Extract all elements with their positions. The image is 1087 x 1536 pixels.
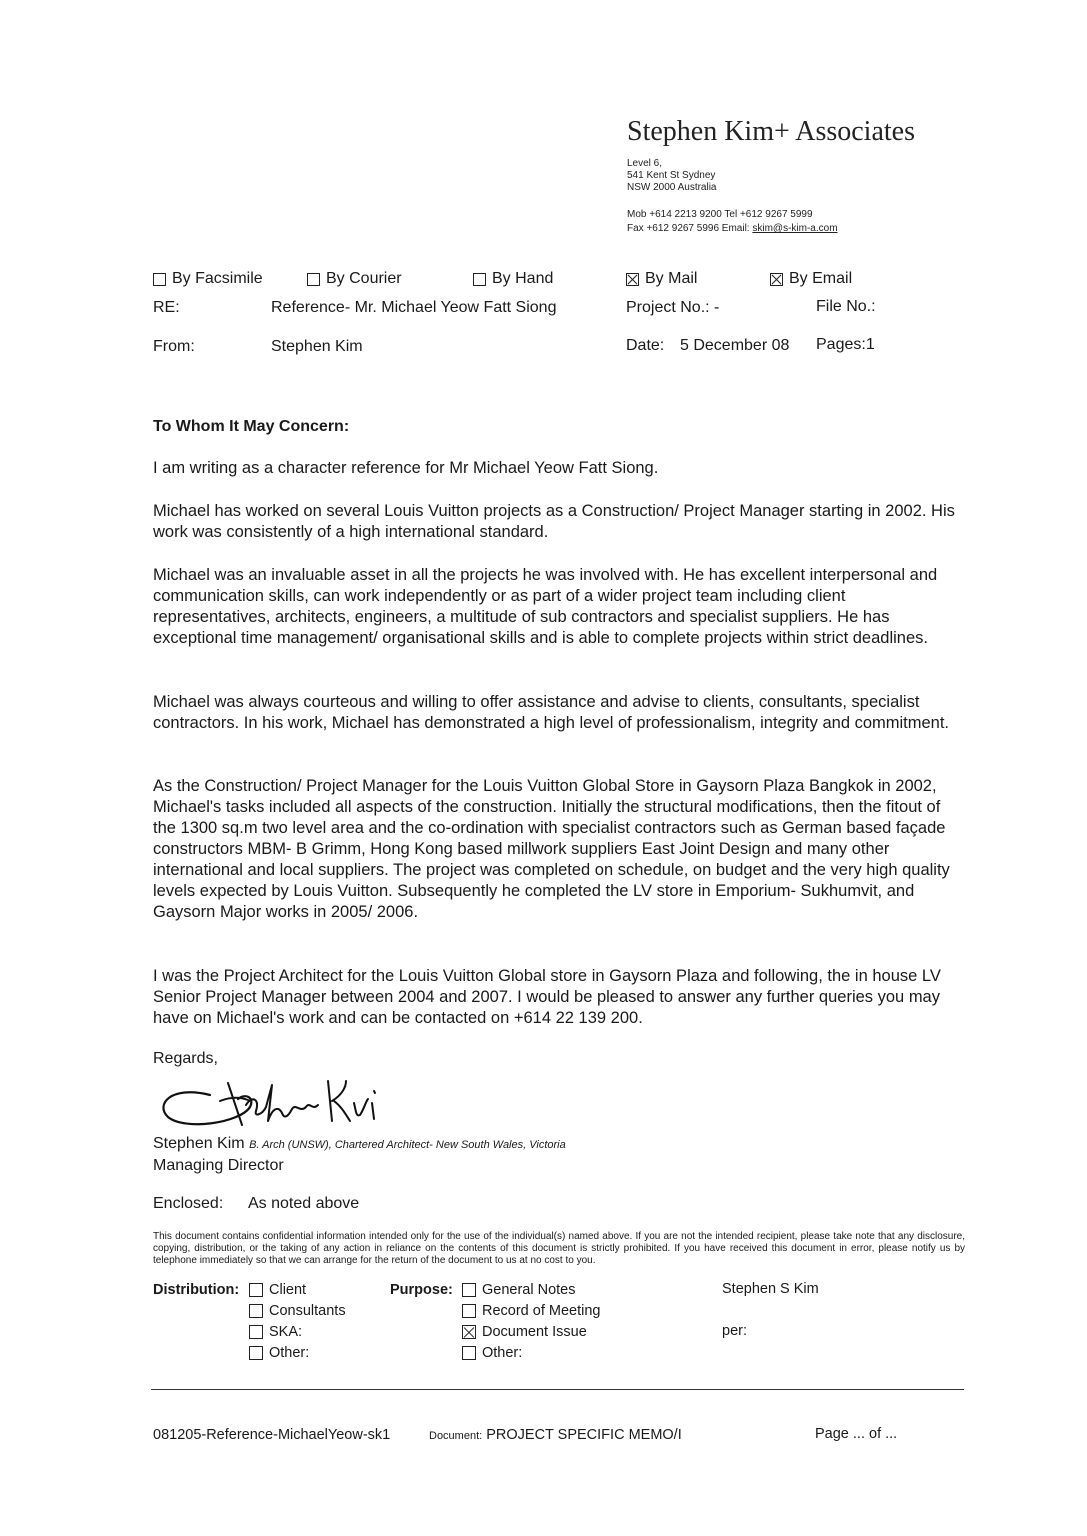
distribution-other-label: Other:: [269, 1345, 310, 1361]
purpose-general-notes[interactable]: [462, 1282, 576, 1298]
checkbox-hand[interactable]: [473, 273, 486, 286]
delivery-mail-label: By Mail: [645, 270, 698, 287]
signer-credentials: B. Arch (UNSW), Chartered Architect- New South Wales, Victoria: [249, 1139, 566, 1151]
confidentiality-disclaimer: This document contains confidential information intended only for the use of the individual(s) named above. If you are not the intended recipient, please take note that any disclosure, copying, distribution, or the taking of any action in reliance on the contents of this document is strictly prohibited. If you have received this document in error, please notify us by telephone immediately so that we can arrange for the return of the document to us at no cost to you.: [153, 1231, 965, 1266]
checkbox-facsimile[interactable]: [153, 273, 166, 286]
email-link[interactable]: skim@s-kim-a.com: [752, 223, 838, 234]
project-no: Project No.: -: [626, 299, 720, 316]
address-line-2: 541 Kent St Sydney: [627, 170, 716, 181]
delivery-hand-label: By Hand: [492, 270, 554, 287]
distribution-ska[interactable]: [249, 1324, 302, 1340]
signature-image: [150, 1055, 420, 1135]
purpose-other[interactable]: [462, 1345, 522, 1361]
delivery-facsimile[interactable]: [153, 270, 263, 288]
enclosed-label: Enclosed:: [153, 1195, 224, 1212]
pages: Pages:1: [816, 336, 875, 353]
paragraph-4: Michael was always courteous and willing to offer assistance and advise to clients, consultants, specialist contractors. In his work, Michael has demonstrated a high level of professionalism, integrity and commitment.: [153, 693, 950, 732]
signer-name: Stephen Kim: [153, 1135, 245, 1152]
checkbox-client[interactable]: [249, 1283, 263, 1297]
firm-name: Stephen Kim+ Associates: [627, 116, 915, 147]
delivery-email[interactable]: [770, 270, 852, 288]
delivery-courier-label: By Courier: [326, 270, 402, 287]
purpose-general-notes-label: General Notes: [482, 1282, 576, 1298]
checkbox-mail[interactable]: [626, 273, 639, 286]
purpose-other-label: Other:: [482, 1345, 523, 1361]
distribution-other[interactable]: [249, 1345, 309, 1361]
re-label: RE:: [153, 299, 180, 316]
re-value: Reference- Mr. Michael Yeow Fatt Siong: [271, 299, 557, 316]
purpose-document-issue-label: Document Issue: [482, 1324, 587, 1340]
delivery-email-label: By Email: [789, 270, 853, 287]
address-line-3: NSW 2000 Australia: [627, 182, 717, 193]
paragraph-5: As the Construction/ Project Manager for the Louis Vuitton Global Store in Gaysorn Plaza Bangkok in 2002, Michael's tasks included all aspects of the construction. Initially the structural modifications, then the fitout of the 1300 sq.m two level area and the co-ordination with specialist contractors such as German based façade constructors MBM- B Grimm, Hong Kong based millwork suppliers East Joint Design and many other international and local suppliers. The project was completed on schedule, on budget and the very high quality levels expected by Louis Vuitton. Subsequently he completed the LV store in Emporium- Sukhumvit, and Gaysorn Major works in 2005/ 2006.: [153, 777, 950, 921]
paragraph-6: I was the Project Architect for the Louis Vuitton Global store in Gaysorn Plaza and following, the in house LV Senior Project Manager between 2004 and 2007. I would be pleased to answer any further queries you may have on Michael's work and can be contacted on +614 22 139 200.: [153, 967, 941, 1027]
distribution-ska-label: SKA:: [269, 1324, 303, 1340]
distribution-client-label: Client: [269, 1282, 307, 1298]
fax-text: Fax +612 9267 5996 Email:: [627, 223, 753, 234]
from-value: Stephen Kim: [271, 338, 363, 355]
purpose-record-of-meeting[interactable]: [462, 1303, 600, 1319]
footer-document-value: PROJECT SPECIFIC MEMO/I: [486, 1427, 682, 1443]
delivery-hand[interactable]: [473, 270, 553, 288]
footer-doc-ref: 081205-Reference-MichaelYeow-sk1: [153, 1427, 391, 1443]
footer-page: Page ... of ...: [815, 1426, 898, 1442]
purpose-document-issue[interactable]: [462, 1324, 587, 1340]
checkbox-consultants[interactable]: [249, 1304, 263, 1318]
distribution-consultants[interactable]: [249, 1303, 346, 1319]
footer-document-label: Document:: [429, 1430, 483, 1442]
distribution-label: Distribution:: [153, 1282, 240, 1298]
issuer-per: per:: [722, 1323, 747, 1339]
checkbox-ska[interactable]: [249, 1325, 263, 1339]
issuer-name: Stephen S Kim: [722, 1281, 819, 1297]
distribution-consultants-label: Consultants: [269, 1303, 346, 1319]
checkbox-general-notes[interactable]: [462, 1283, 476, 1297]
checkbox-courier[interactable]: [307, 273, 320, 286]
purpose-record-of-meeting-label: Record of Meeting: [482, 1303, 601, 1319]
delivery-facsimile-label: By Facsimile: [172, 270, 263, 287]
footer-divider: [151, 1389, 964, 1390]
signer-title: Managing Director: [153, 1157, 284, 1174]
footer-document: [429, 1427, 682, 1443]
delivery-courier[interactable]: [307, 270, 402, 288]
paragraph-2: Michael has worked on several Louis Vuitton projects as a Construction/ Project Manager starting in 2002. His work was consistently of a high international standard.: [153, 502, 955, 541]
contact-line-2: [627, 223, 838, 235]
address-line-1: Level 6,: [627, 158, 663, 169]
checkbox-purpose-other[interactable]: [462, 1346, 476, 1360]
checkbox-record-of-meeting[interactable]: [462, 1304, 476, 1318]
file-no: File No.:: [816, 298, 876, 315]
paragraph-1: I am writing as a character reference for Mr Michael Yeow Fatt Siong.: [153, 459, 659, 477]
paragraph-3: Michael was an invaluable asset in all the projects he was involved with. He has excellent interpersonal and communication skills, can work independently or as part of a wider project team including client representatives, architects, engineers, a multitude of sub contractors and specialist suppliers. He has exceptional time management/ organisational skills and is able to complete projects within strict deadlines.: [153, 566, 938, 647]
distribution-client[interactable]: [249, 1282, 306, 1298]
enclosed-value: As noted above: [248, 1195, 360, 1212]
checkbox-document-issue[interactable]: [462, 1325, 476, 1339]
signer-line: [153, 1135, 566, 1153]
from-label: From:: [153, 338, 195, 355]
regards: Regards,: [153, 1050, 218, 1067]
purpose-label: Purpose:: [390, 1282, 453, 1298]
date-label: Date:: [626, 337, 665, 354]
date-value: 5 December 08: [680, 337, 790, 354]
checkbox-email[interactable]: [770, 273, 783, 286]
contact-line-1: Mob +614 2213 9200 Tel +612 9267 5999: [627, 209, 813, 220]
delivery-mail[interactable]: [626, 270, 697, 288]
checkbox-distribution-other[interactable]: [249, 1346, 263, 1360]
salutation: To Whom It May Concern:: [153, 418, 350, 435]
